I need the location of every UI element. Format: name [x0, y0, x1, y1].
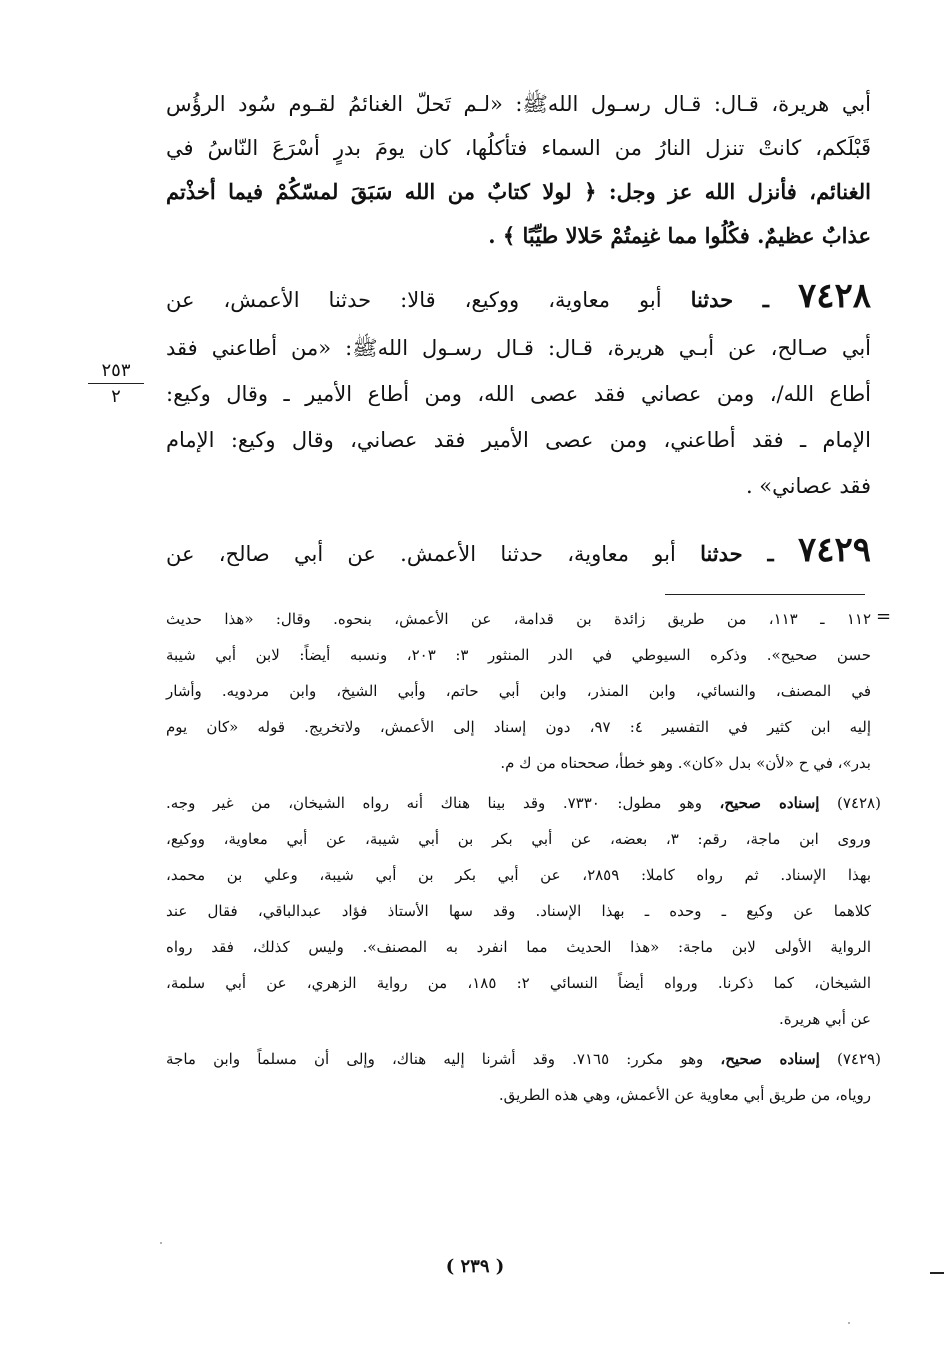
footnote-line: بهذا الإسناد. ثم رواه كاملا: ٢٨٥٩، عن أبي بكر بن أبي شيبة، وعلي بن محمد،	[166, 866, 871, 884]
margin-page-reference	[88, 360, 144, 407]
margin-ref-top: ٢٥٣	[88, 360, 144, 384]
main-line: أطاع الله/، ومن عصاني فقد عصى الله، ومن أطاع الأمير ـ وقال وكيع:	[166, 382, 871, 406]
hadith-7428-heading	[166, 272, 871, 320]
footnote-line: كلاهما عن وكيع ـ وحده ـ بهذا الإسناد. وقد سها الأستاذ فؤاد عبدالباقي، فقال عند	[166, 902, 871, 920]
footnote-line: إليه ابن كثير في التفسير ٤: ٩٧، دون إسناد إلى الأعمش، ولاتخريج. قوله «كان يوم	[166, 718, 871, 736]
footnote-line: حسن صحيح». وذكره السيوطي في الدر المنثور ٣: ٢٠٣، ونسبه أيضاً: لابن أبي شيبة	[166, 646, 871, 664]
main-line: عذابٌ عظيمٌ. فكُلُوا مما غنِمتُمْ حَلالا طيِّبًا ﴾ .	[488, 223, 871, 248]
footnote-continued-marker: =	[876, 606, 892, 627]
scan-speck	[848, 1322, 850, 1324]
main-line: أبي هريرة، قـال: قـال رسـول اللهﷺ: «لـم تَحلّ الغنائمُ لقـوم سُود الرؤُس	[166, 92, 871, 116]
scan-speck	[160, 1242, 162, 1244]
hadith-number: ٧٤٢٩	[797, 530, 871, 570]
footnote-line: في المصنف، والنسائي، وابن المنذر، وابن أبي حاتم، وأبي الشيخ، وابن مردويه. وأشار	[166, 682, 871, 700]
main-line: الغنائم، فأنزل الله عز وجل: ﴿ لولا كتابٌ من الله سَبَقَ لمسّكُمْ فيما أخذْتم	[166, 179, 871, 204]
footnote-line: بدر»، في ح «لأن» بدل «كان». وهو خطأ، صححناه من ك م.	[500, 754, 871, 772]
footnote-line: الشيخان، كما ذكرنا. ورواه أيضاً النسائي ٢: ١٨٥، من رواية الزهري، عن أبي سلمة،	[166, 974, 871, 992]
footnote-first-line: وهو مكرر: ٧١٦٥. وقد أشرنا إليه هناك، وإلى أن مسلماً وابن ماجة	[166, 1050, 704, 1068]
footnote-ref: (٧٤٢٩)	[837, 1050, 881, 1068]
hadith-number: ٧٤٢٨	[797, 276, 871, 316]
footnote-separator	[665, 594, 865, 595]
hadith-label: ـ حدثنا	[700, 541, 774, 566]
hadith-label: ـ حدثنا	[690, 287, 769, 312]
margin-ref-bottom: ٢	[111, 386, 121, 407]
footnote-line: روياه، من طريق أبي معاوية عن الأعمش، وهي هذه الطريق.	[498, 1086, 871, 1104]
scan-mark	[930, 1272, 944, 1274]
hadith-first-line: أبو معاوية، ووكيع، قالا: حدثنا الأعمش، عن	[166, 288, 662, 312]
main-line: أبي صـالح، عن أبـي هريرة، قـال: قـال رسـول اللهﷺ: «من أطاعني فقد	[166, 336, 871, 360]
main-line: قَبْلَكم، كانتْ تنزل النارُ من السماء فتأكلُها، كان يومَ بدرٍ أسْرَعَ النّاسُ في	[166, 136, 871, 160]
footnote-line: عن أبي هريرة.	[778, 1010, 871, 1028]
footnote-line: وروى ابن ماجة، رقم: ٣، بعضه، عن أبي بكر بن أبي شيبة، عن أبي معاوية، ووكيع،	[166, 830, 871, 848]
footnote-bold: إسناده صحيح،	[719, 794, 820, 812]
hadith-7429-heading	[166, 526, 871, 574]
footnote-ref: (٧٤٢٨)	[837, 794, 881, 812]
footnote-7428	[166, 786, 881, 820]
main-line: فقد عصاني» .	[745, 474, 871, 498]
hadith-first-line: أبو معاوية، حدثنا الأعمش. عن أبي صالح، عن	[166, 542, 676, 566]
main-line: الإمام ـ فقد أطاعني، ومن عصى الأمير فقد عصاني، وقال وكيع: الإمام	[166, 428, 871, 452]
footnote-first-line: وهو مطول: ٧٣٣٠. وقد بينا هناك أنه رواه الشيخان، من غير وجه.	[166, 794, 702, 812]
footnote-line: الرواية الأولى لابن ماجة: «هذا الحديث مما انفرد به المصنف». وليس كذلك، فقد رواه	[166, 938, 871, 956]
page-number: ( ٢٣٩ )	[445, 1256, 505, 1277]
footnote-bold: إسناده صحيح،	[720, 1050, 820, 1068]
footnote-line: ١١٢ ـ ١١٣، من طريق زائدة بن قدامة، عن الأعمش، بنحوه. وقال: «هذا حديث	[166, 610, 871, 628]
footnote-7429	[166, 1042, 881, 1076]
